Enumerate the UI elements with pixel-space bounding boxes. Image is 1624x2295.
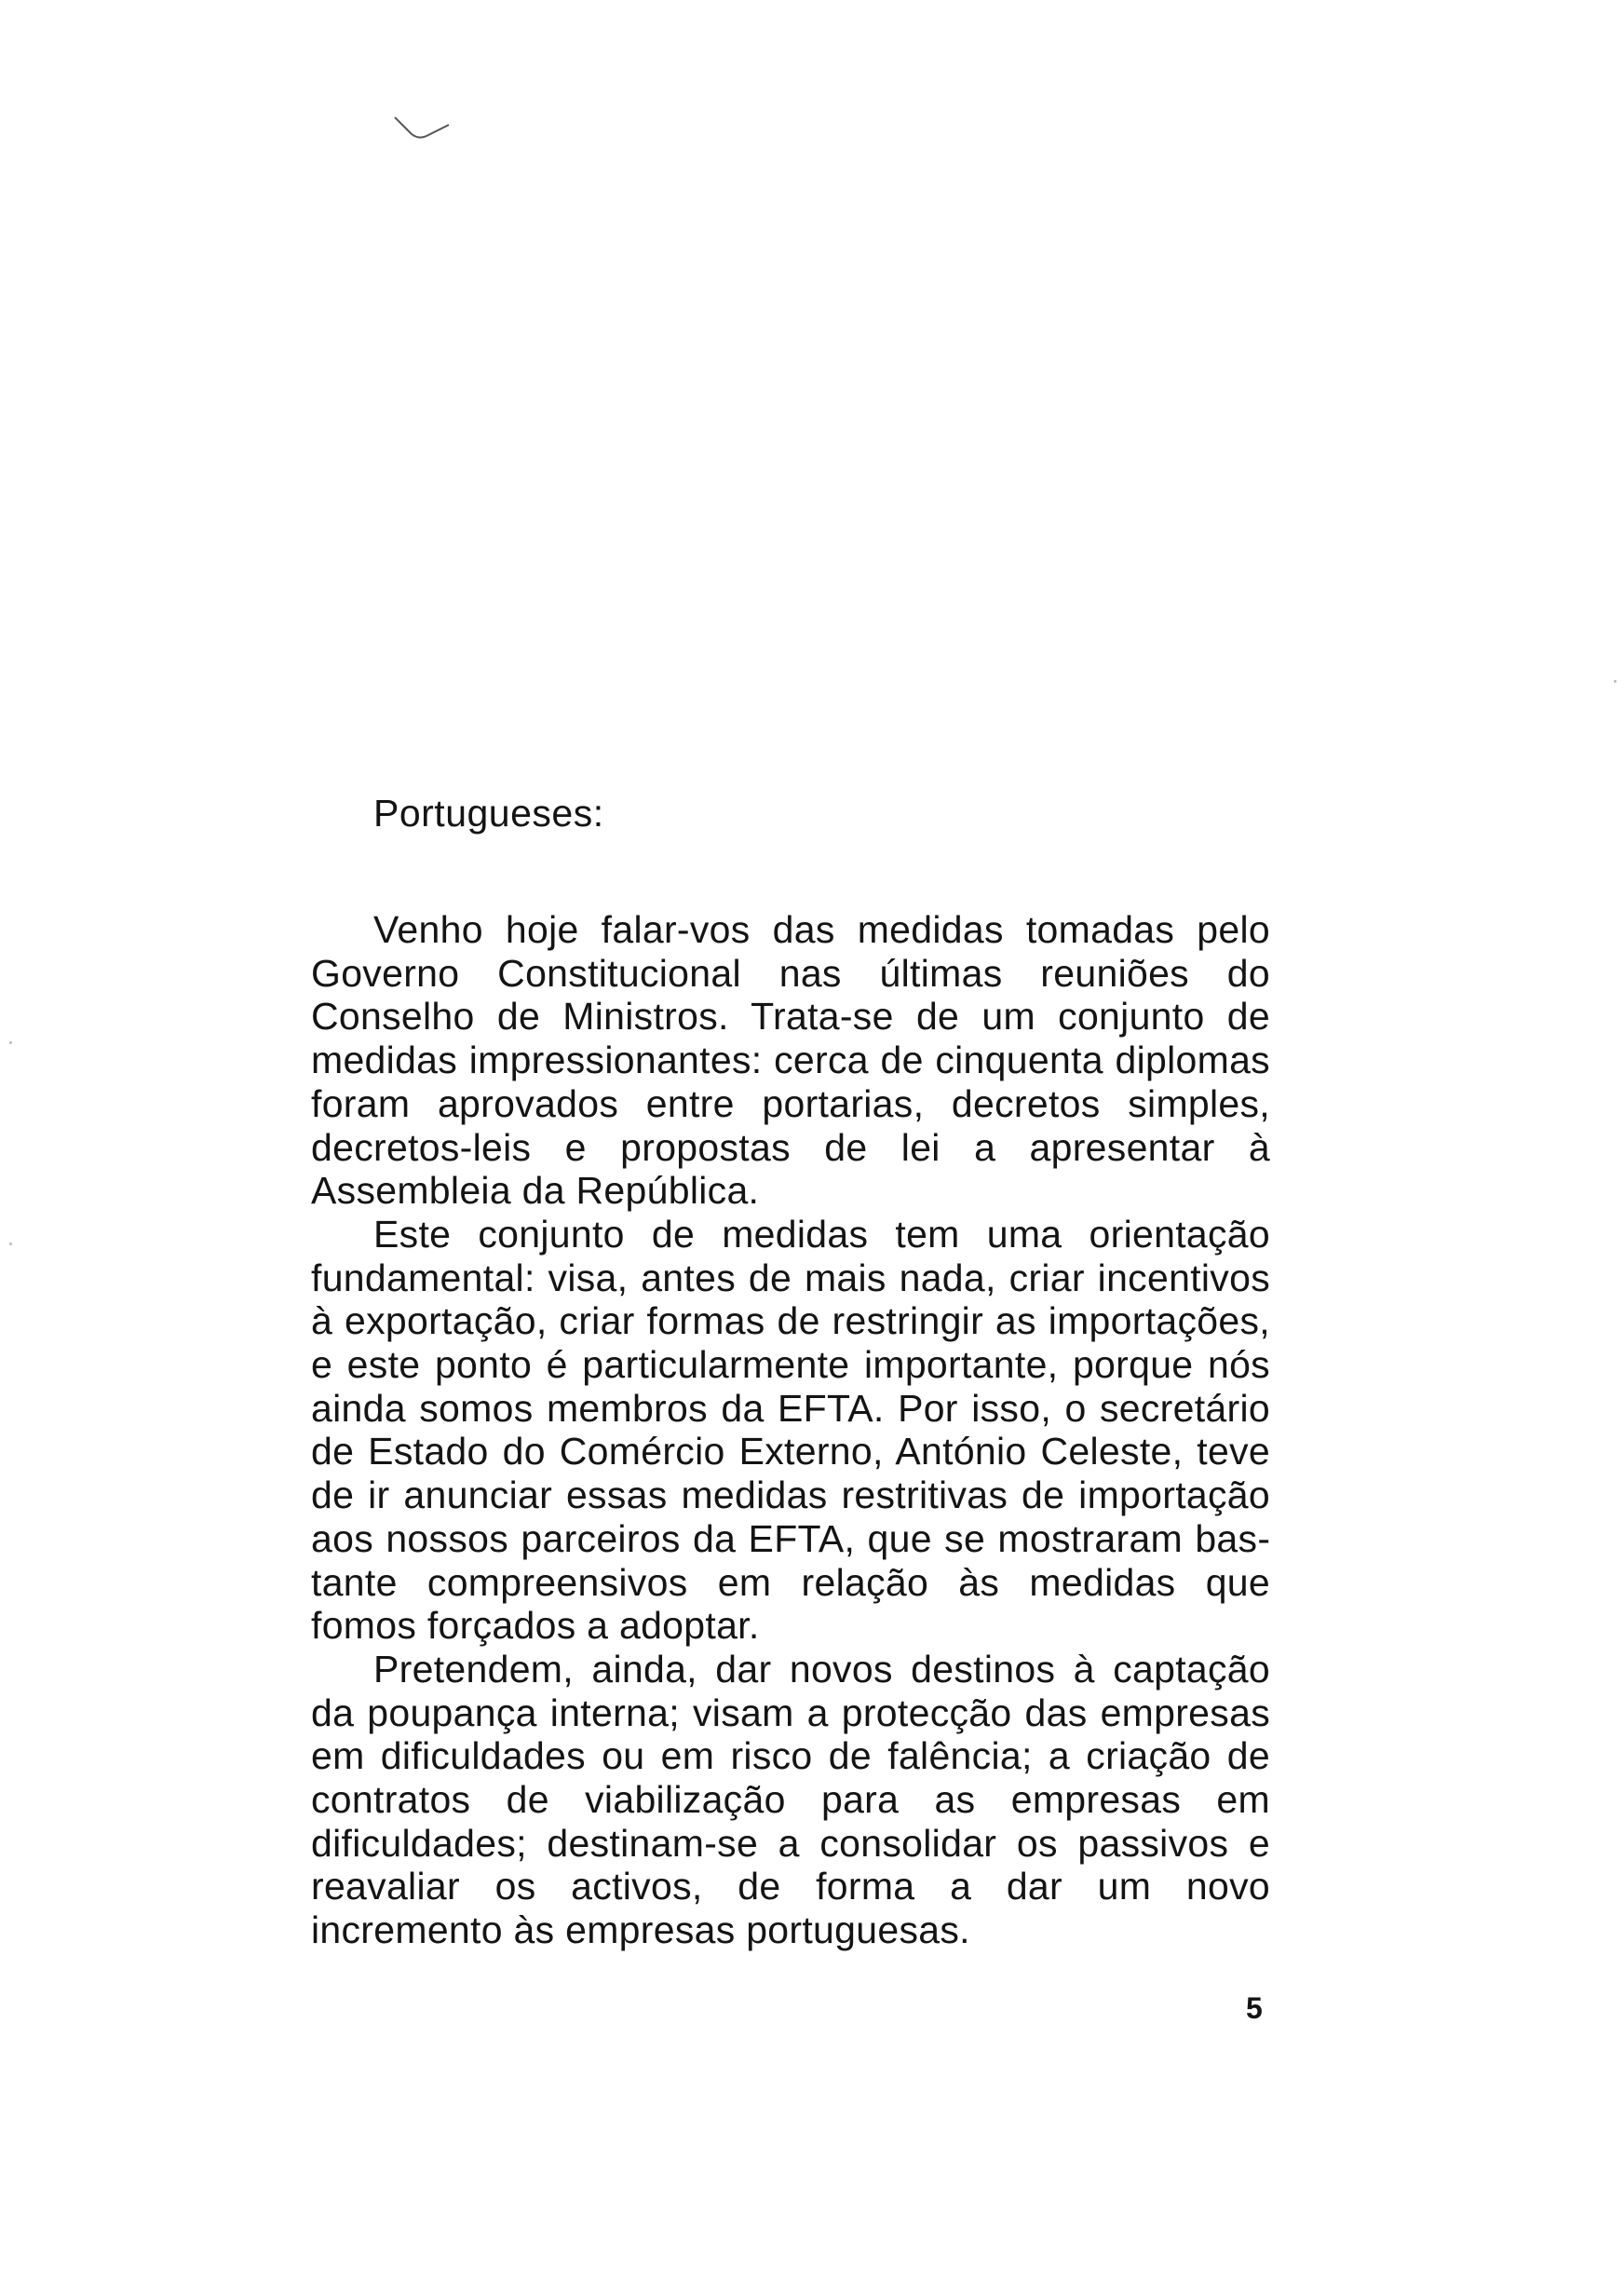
margin-dot — [9, 1041, 12, 1044]
paragraph-3: Pretendem, ainda, dar novos destinos à captação da poupança interna; visam a protecção das empresas em dificuldades ou em risco de falência; a criação de contratos de viabilização para as empresas em dificuldades; destinam-se a consolidar os passivos e reavaliar os activos, de forma a dar um novo incremento às empresas portuguesas. — [311, 1647, 1270, 1952]
salutation: Portugueses: — [373, 792, 604, 835]
scan-mark — [391, 112, 456, 149]
page-number: 5 — [1246, 1991, 1263, 2025]
paragraph-1: Venho hoje falar-vos das medidas tomadas pelo Governo Constitucional nas últimas reuniões do Conselho de Ministros. Trata-se de um conjunto de medidas impressionantes: cerca de cinquenta diplomas foram aprovados entre portarias, decretos simples, decretos-leis e propostas de lei a apresentar à Assembleia da República. — [311, 908, 1270, 1213]
margin-dot — [9, 1243, 12, 1245]
paragraph-2: Este conjunto de medidas tem uma orientação fundamental: visa, antes de mais nada, criar incentivos à exportação, criar formas de restringir as importações, e este ponto é particularmente importante, porque nós ainda somos membros da EFTA. Por isso, o secretário de Estado do Comércio Externo, António Celeste, teve de ir anunciar essas medidas restritivas de importação aos nossos parceiros da EFTA, que se mostraram bastante compreensivos em relação às medidas que fomos forçados a adoptar. — [311, 1212, 1270, 1648]
margin-dot — [1614, 680, 1617, 683]
body-text — [311, 908, 1270, 1952]
